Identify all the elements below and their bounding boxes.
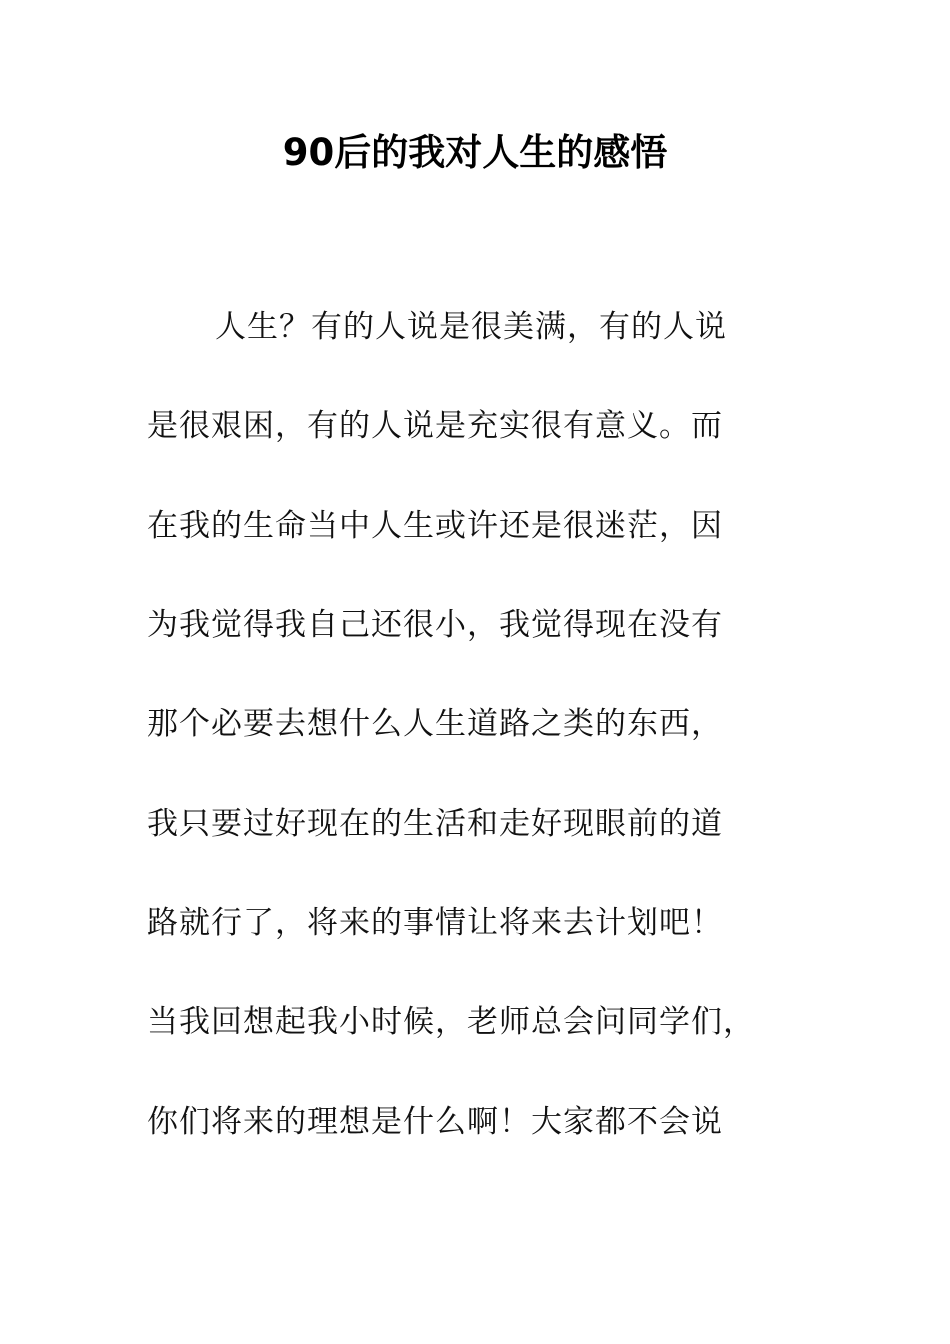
paragraph-line: 你们将来的理想是什么啊！大家都不会说 [147,1104,723,1140]
paragraph-line: 当我回想起我小时候，老师总会问同学们， [147,1004,755,1040]
paragraph-line: 我只要过好现在的生活和走好现眼前的道 [147,806,723,842]
paragraph-line: 是很艰困，有的人说是充实很有意义。而 [147,408,723,444]
paragraph-line: 为我觉得我自己还很小，我觉得现在没有 [147,607,723,643]
paragraph-line: 路就行了，将来的事情让将来去计划吧！ [147,905,723,941]
paragraph-line: 那个必要去想什么人生道路之类的东西， [147,706,723,742]
paragraph-line: 人生？有的人说是很美满，有的人说 [215,309,727,345]
paragraph-line: 在我的生命当中人生或许还是很迷茫，因 [147,508,723,544]
document-title: 90后的我对人生的感悟 [282,131,668,174]
